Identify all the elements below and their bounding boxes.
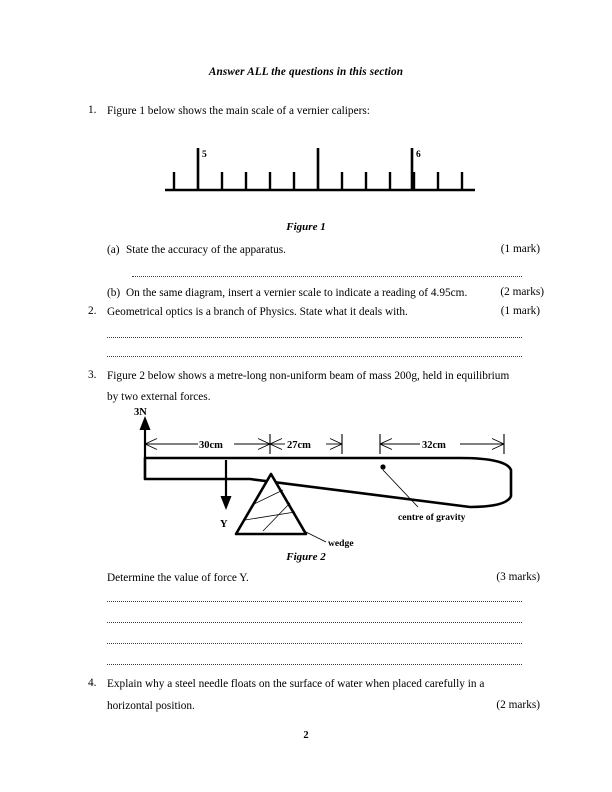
question-1b-text: On the same diagram, insert a vernier scale to indicate a reading of 4.95cm. <box>126 287 468 299</box>
scale-label-5: 5 <box>202 150 207 160</box>
question-1-number: 1. <box>88 104 97 116</box>
section-title: Answer ALL the questions in this section <box>208 66 404 78</box>
question-1b-marks: (2 marks) <box>500 286 544 298</box>
question-4-marks: (2 marks) <box>496 699 540 711</box>
dimension-27cm-label: 27cm <box>287 440 311 451</box>
question-1a-label: (a) <box>107 244 120 256</box>
wedge-leader <box>302 530 326 542</box>
question-3-marks: (3 marks) <box>496 571 540 583</box>
question-4-number: 4. <box>88 677 97 689</box>
answer-line[interactable] <box>107 336 522 338</box>
scale-label-6: 6 <box>416 150 421 160</box>
question-1a-text: State the accuracy of the apparatus. <box>126 244 286 256</box>
answer-line[interactable] <box>107 600 522 602</box>
centre-of-gravity-label: centre of gravity <box>398 512 466 523</box>
dimension-32cm-label: 32cm <box>422 440 446 451</box>
centre-of-gravity-dot <box>380 464 385 469</box>
wedge-label: wedge <box>328 538 354 549</box>
answer-line[interactable] <box>132 275 522 277</box>
question-2-number: 2. <box>88 305 97 317</box>
force-3n-label: 3N <box>134 407 147 418</box>
question-3-number: 3. <box>88 369 97 381</box>
figure-2-caption: Figure 2 <box>286 551 326 563</box>
figure-2-beam-diagram <box>130 404 530 554</box>
figure-1-caption: Figure 1 <box>286 221 326 233</box>
question-3-prompt: Determine the value of force Y. <box>107 572 249 584</box>
answer-line[interactable] <box>107 355 522 357</box>
question-4-text-line1: Explain why a steel needle floats on the surface of water when placed carefully in a <box>107 678 485 690</box>
question-2-marks: (1 mark) <box>500 305 540 317</box>
figure-1-vernier-scale <box>160 138 480 200</box>
question-3-text-line2: by two external forces. <box>107 391 211 403</box>
question-4-text-line2: horizontal position. <box>107 700 195 712</box>
dimension-30cm-label: 30cm <box>199 440 223 451</box>
question-3-text-line1: Figure 2 below shows a metre-long non-uniform beam of mass 200g, held in equilibrium <box>107 370 510 382</box>
question-1-text: Figure 1 below shows the main scale of a vernier calipers: <box>107 105 370 117</box>
force-y-label: Y <box>220 519 228 530</box>
question-2-text: Geometrical optics is a branch of Physics. State what it deals with. <box>107 306 408 318</box>
beam-outline <box>145 458 511 507</box>
question-1b-label: (b) <box>107 287 121 299</box>
answer-line[interactable] <box>107 663 522 665</box>
page-number: 2 <box>303 730 309 741</box>
answer-line[interactable] <box>107 642 522 644</box>
answer-line[interactable] <box>107 621 522 623</box>
scale-major-ticks <box>198 148 412 190</box>
question-1a-marks: (1 mark) <box>500 243 540 255</box>
